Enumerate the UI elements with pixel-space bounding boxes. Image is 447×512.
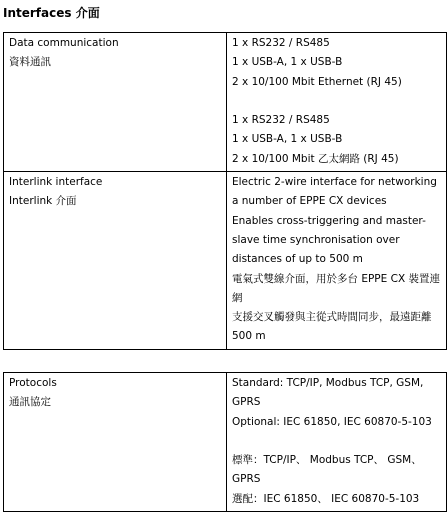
value-cell xyxy=(227,373,447,512)
label-cell xyxy=(4,172,227,350)
blank-line xyxy=(232,432,442,451)
section-heading: Interfaces 介面 xyxy=(3,6,100,20)
value-paragraph: Optional: IEC 61850, IEC 60870-5-103 xyxy=(232,415,432,428)
value-cell xyxy=(227,33,447,172)
label-en: Protocols xyxy=(9,377,57,389)
value-paragraph: Electric 2-wire interface for networking a number of EPPE CX devices xyxy=(232,176,437,208)
protocols-table xyxy=(3,372,447,512)
blank-line xyxy=(232,92,442,111)
value-paragraph: Standard: TCP/IP, Modbus TCP, GSM, GPRS xyxy=(232,377,424,409)
label-cell xyxy=(4,33,227,172)
value-paragraph: Enables cross-triggering and master-slave time synchronisation over distances of up to 500 m xyxy=(232,214,426,266)
value-line: 1 x USB-A, 1 x USB-B xyxy=(232,133,343,146)
label-zh: Interlink 介面 xyxy=(9,195,77,208)
value-cell xyxy=(227,172,447,350)
label-en: Interlink interface xyxy=(9,176,103,189)
value-paragraph: 標準：TCP/IP、 Modbus TCP、 GSM、GPRS xyxy=(232,454,422,486)
value-line: 1 x USB-A, 1 x USB-B xyxy=(232,56,343,69)
value-line: 2 x 10/100 Mbit Ethernet (RJ 45) xyxy=(232,75,402,88)
label-en: Data communication xyxy=(9,37,119,49)
table-row xyxy=(4,373,447,512)
value-line: 1 x RS232 / RS485 xyxy=(232,114,330,127)
value-paragraph: 選配：IEC 61850、 IEC 60870-5-103 xyxy=(232,492,420,505)
interfaces-table xyxy=(3,32,447,350)
value-line: 1 x RS232 / RS485 xyxy=(232,37,330,49)
label-zh: 資料通訊 xyxy=(9,56,51,69)
table-row xyxy=(4,172,447,350)
table-row xyxy=(4,33,447,172)
label-cell xyxy=(4,373,227,512)
value-paragraph: 支援交叉觸發與主從式時間同步，最遠距離 500 m xyxy=(232,311,432,343)
value-line: 2 x 10/100 Mbit 乙太網路 (RJ 45) xyxy=(232,152,399,165)
label-zh: 通訊協定 xyxy=(9,396,51,409)
value-paragraph: 電氣式雙線介面，用於多台 EPPE CX 裝置連網 xyxy=(232,272,440,304)
